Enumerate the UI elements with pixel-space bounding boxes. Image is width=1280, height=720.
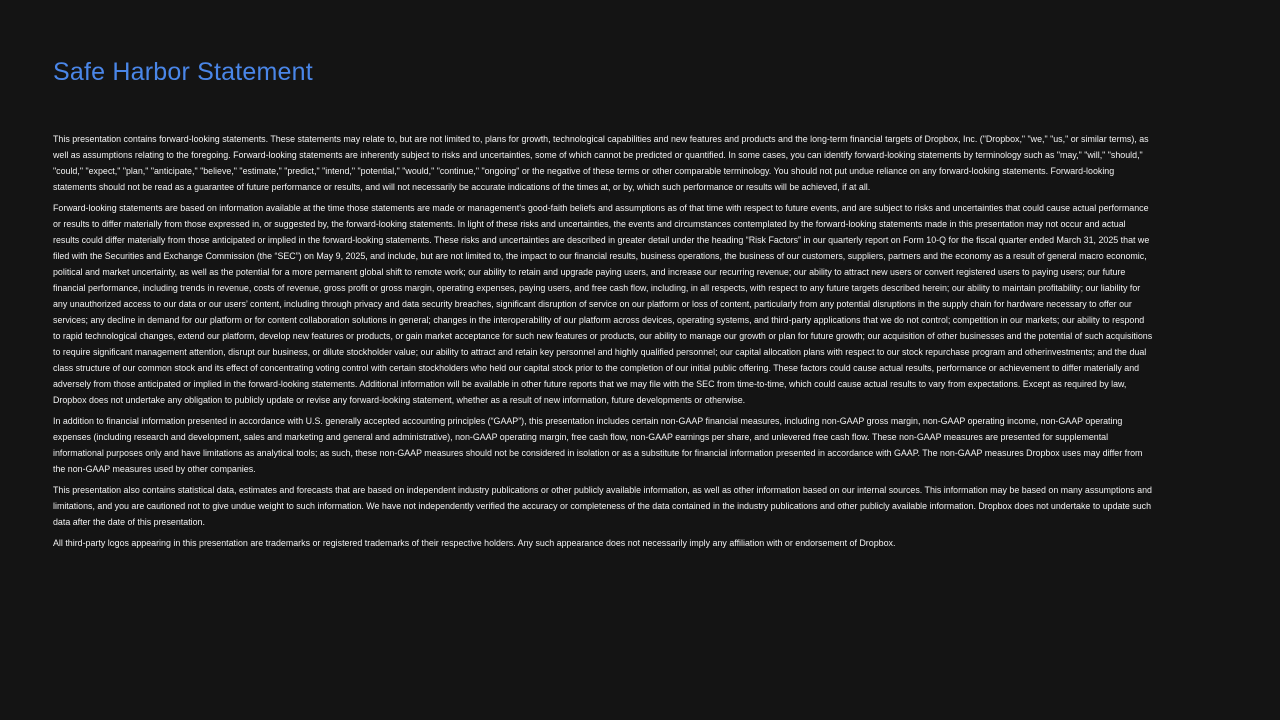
paragraph-risks: Forward-looking statements are based on information available at the time those statements are made or management’s good-faith beliefs and assumptions as of that time with respect to future events, and are subject to risks and uncertainties that could cause actual performance or results to differ materially from those expressed in, or suggested by, the forward-looking statements. In light of these risks and uncertainties, the events and circumstances contemplated by the forward-looking statements made in this presentation may not occur and actual results could differ materially from those anticipated or implied in the forward-looking statements. These risks and uncertainties are described in greater detail under the heading “Risk Factors” in our quarterly report on Form 10-Q for the fiscal quarter ended March 31, 2025 that we filed with the Securities and Exchange Commission (the “SEC”) on May 9, 2025, and include, but are not limited to, the impact to our financial results, business operations, the business of our customers, suppliers, partners and the economy as a result of general macro economic, political and market uncertainty, as well as the potential for a more permanent global shift to remote work; our ability to retain and upgrade paying users, and increase our recurring revenue; our ability to attract new users or convert registered users to paying users; our future financial performance, including trends in revenue, costs of revenue, gross profit or gross margin, operating expenses, paying users, and free cash flow, including, in all respects, with respect to any future targets described herein; our ability to maintain profitability; our liability for any unauthorized access to our data or our users’ content, including through privacy and data security breaches, significant disruption of service on our platform or loss of content, particularly from any potential disruptions in the supply chain for hardware necessary to offer our services; any decline in demand for our platform or for content collaboration solutions in general; changes in the interoperability of our platform across devices, operating systems, and third-party applications that we do not control; competition in our markets; our ability to respond to rapid technological changes, extend our platform, develop new features or products, or gain market acceptance for such new features or products, our ability to manage our growth or plan for future growth; our acquisition of other businesses and the potential of such acquisitions to require significant management attention, disrupt our business, or dilute stockholder value; our ability to attract and retain key personnel and highly qualified personnel; our capital allocation plans with respect to our stock repurchase program and otherinvestments; and the dual class structure of our common stock and its effect of concentrating voting control with certain stockholders who held our capital stock prior to the completion of our initial public offering. These factors could cause actual results, performance or achievement to differ materially and adversely from those anticipated or implied in the forward-looking statements. Additional information will be available in other future reports that we may file with the SEC from time-to-time, which could cause actual results to vary from expectations. Except as required by law, Dropbox does not undertake any obligation to publicly update or revise any forward-looking statement, whether as a result of new information, future developments or otherwise. — [53, 203, 1153, 405]
paragraph-forward-looking: This presentation contains forward-looking statements. These statements may relate to, but are not limited to, plans for growth, technological capabilities and new features and products and the long-term financial targets of Dropbox, Inc. ("Dropbox," "we," "us," or similar terms), as well as assumptions relating to the foregoing. Forward-looking statements are inherently subject to risks and uncertainties, some of which cannot be predicted or quantified. In some cases, you can identify forward-looking statements by terminology such as "may," "will," "should," "could," "expect," "plan," "anticipate," "believe," "estimate," "predict," "intend," "potential," "would," "continue," "ongoing" or the negative of these terms or other comparable terminology. You should not put undue reliance on any forward-looking statements. Forward-looking statements should not be read as a guarantee of future performance or results, and will not necessarily be accurate indications of the times at, or by, which such performance or results will be achieved, if at all. — [53, 134, 1149, 192]
paragraph-statistical-data: This presentation also contains statistical data, estimates and forecasts that are based on independent industry publications or other publicly available information, as well as other information based on our internal sources. This information may be based on many assumptions and limitations, and you are cautioned not to give undue weight to such information. We have not independently verified the accuracy or completeness of the data contained in the industry publications and other publicly available information. Dropbox does not undertake to update such data after the date of this presentation. — [53, 485, 1152, 527]
slide-body — [53, 131, 1153, 556]
paragraph-non-gaap: In addition to financial information presented in accordance with U.S. generally accepted accounting principles (“GAAP”), this presentation includes certain non-GAAP financial measures, including non-GAAP gross margin, non-GAAP operating income, non-GAAP operating expenses (including research and development, sales and marketing and general and administrative), non-GAAP operating margin, free cash flow, non-GAAP earnings per share, and unlevered free cash flow. These non-GAAP measures are presented for supplemental informational purposes only and have limitations as analytical tools; as such, these non-GAAP measures should not be considered in isolation or as a substitute for financial information presented in accordance with GAAP. The non-GAAP measures Dropbox uses may differ from the non-GAAP measures used by other companies. — [53, 416, 1143, 474]
slide-title: Safe Harbor Statement — [53, 58, 313, 86]
paragraph-trademarks: All third-party logos appearing in this presentation are trademarks or registered trademarks of their respective holders. Any such appearance does not necessarily imply any affiliation with or endorsement of Dropbox. — [53, 538, 896, 548]
